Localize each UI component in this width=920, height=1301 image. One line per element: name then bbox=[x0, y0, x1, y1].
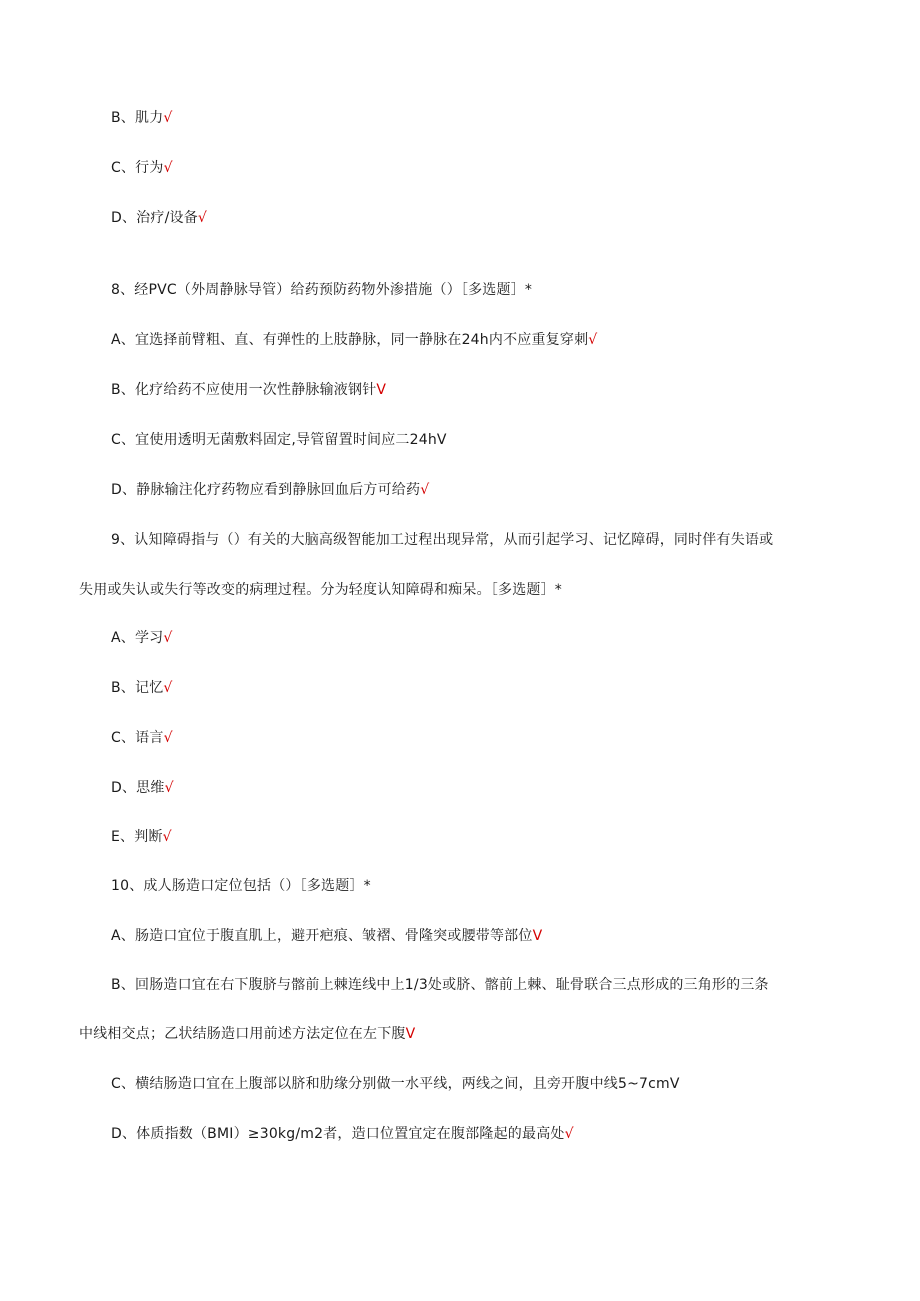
option-text: A、宜选择前臂粗、直、有弹性的上肢静脉，同一静脉在24h内不应重复穿刺 bbox=[111, 332, 589, 348]
option-text: A、学习 bbox=[111, 630, 164, 646]
q9-option-c bbox=[111, 728, 173, 748]
option-text: D、体质指数（BMI）≥30kg/m2者，造口位置宜定在腹部隆起的最高处 bbox=[111, 1126, 565, 1142]
q9-stem-line1: 9、认知障碍指与（）有关的大脑高级智能加工过程出现异常，从而引起学习、记忆障碍，同时伴有失语或 bbox=[111, 532, 774, 548]
q9-option-e bbox=[111, 827, 172, 847]
q8-option-d bbox=[111, 480, 429, 500]
option-text: B、化疗给药不应使用一次性静脉输液钢针 bbox=[111, 382, 377, 398]
q9-option-b bbox=[111, 678, 173, 698]
option-text: E、判断 bbox=[111, 829, 163, 845]
checkmark-icon: √ bbox=[163, 730, 173, 746]
q10-option-d bbox=[111, 1124, 574, 1144]
q8-stem: 8、经PVC（外周静脉导管）给药预防药物外渗措施（）［多选题］* bbox=[111, 282, 533, 298]
checkmark-icon: √ bbox=[197, 210, 208, 226]
q9-option-a bbox=[111, 628, 173, 648]
q10-option-b-line2 bbox=[79, 1024, 415, 1044]
checkmark-icon: √ bbox=[162, 829, 172, 845]
q10-option-a bbox=[111, 926, 542, 946]
option-text: D、静脉输注化疗药物应看到静脉回血后方可给药 bbox=[111, 482, 421, 498]
option-text: 中线相交点；乙状结肠造口用前述方法定位在左下腹 bbox=[79, 1026, 406, 1042]
q8-option-a bbox=[111, 330, 597, 350]
option-text: B、记忆 bbox=[111, 680, 164, 696]
checkmark-icon: √ bbox=[164, 780, 174, 796]
q8-option-b bbox=[111, 380, 386, 400]
checkmark-icon: √ bbox=[163, 110, 173, 126]
option-text: C、宜使用透明无菌敷料固定,导管留置时间应二24h bbox=[111, 432, 437, 448]
checkmark-icon: √ bbox=[420, 482, 430, 498]
option-text: C、行为 bbox=[111, 160, 164, 176]
checkmark-icon: √ bbox=[588, 332, 598, 348]
q10-option-b-line1: B、回肠造口宜在右下腹脐与髂前上棘连线中上1/3处或脐、髂前上棘、耻骨联合三点形成的三角形的三条 bbox=[111, 977, 769, 993]
q10-stem: 10、成人肠造口定位包括（）［多选题］* bbox=[111, 878, 371, 894]
checkmark-icon: V bbox=[376, 382, 387, 398]
checkmark-icon: V bbox=[436, 432, 447, 448]
option-text: D、治疗/设备 bbox=[111, 210, 198, 226]
q9-stem-line2: 失用或失认或失行等改变的病理过程。分为轻度认知障碍和痴呆。［多选题］* bbox=[79, 582, 562, 598]
option-text: C、语言 bbox=[111, 730, 164, 746]
checkmark-icon: V bbox=[532, 928, 543, 944]
checkmark-icon: √ bbox=[163, 680, 173, 696]
checkmark-icon: V bbox=[669, 1076, 680, 1092]
checkmark-icon: √ bbox=[163, 630, 173, 646]
q7-option-d bbox=[111, 208, 207, 228]
option-text: D、思维 bbox=[111, 780, 165, 796]
checkmark-icon: √ bbox=[163, 160, 173, 176]
q9-option-d bbox=[111, 778, 174, 798]
q8-option-c bbox=[111, 430, 447, 450]
checkmark-icon: √ bbox=[564, 1126, 574, 1142]
q10-option-c bbox=[111, 1074, 680, 1094]
option-text: B、肌力 bbox=[111, 110, 164, 126]
q7-option-c bbox=[111, 158, 173, 178]
option-text: C、横结肠造口宜在上腹部以脐和肋缘分别做一水平线，两线之间，且旁开腹中线5~7cm bbox=[111, 1076, 670, 1092]
q7-option-b bbox=[111, 108, 173, 128]
checkmark-icon: V bbox=[405, 1026, 416, 1042]
option-text: A、肠造口宜位于腹直肌上，避开疤痕、皱褶、骨隆突或腰带等部位 bbox=[111, 928, 533, 944]
